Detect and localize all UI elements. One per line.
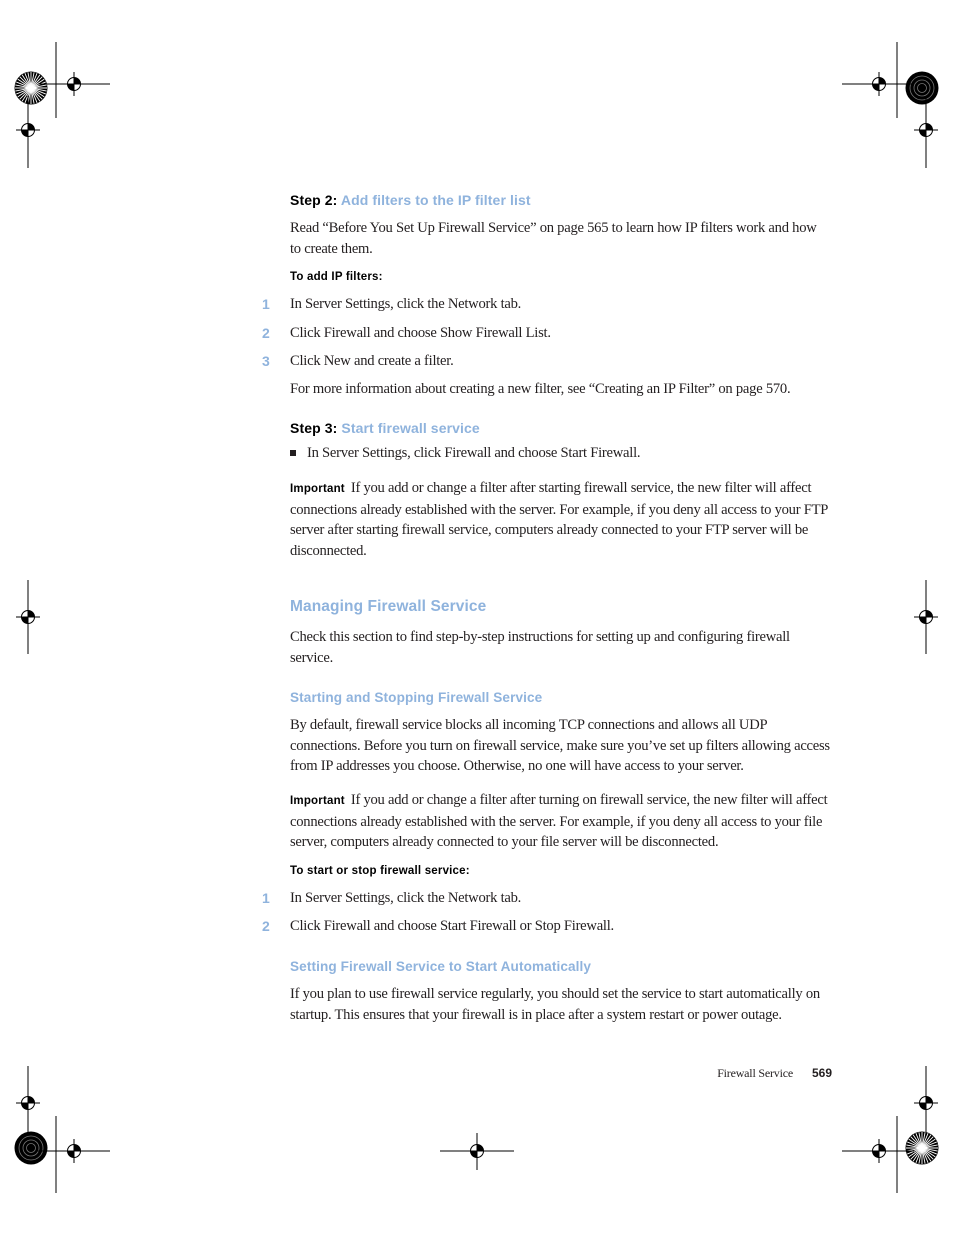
- step-text: In Server Settings, click the Network tab.: [290, 296, 522, 312]
- bullet-item: [290, 443, 830, 464]
- section-intro: Check this section to find step-by-step instructions for setting up and configuring firewall service.: [290, 629, 790, 666]
- step-3-title: Start firewall service: [341, 420, 480, 436]
- page-footer: [600, 1064, 832, 1082]
- more-info-text: For more information about creating a new filter, see “Creating an IP Filter” on page 570.: [290, 381, 791, 397]
- step-number: 1: [262, 890, 270, 906]
- step-2-label: Step 2:: [290, 192, 338, 208]
- step-2-title: Add filters to the IP filter list: [340, 192, 531, 208]
- subsection-heading: Starting and Stopping Firewall Service: [290, 690, 543, 705]
- important-note: [290, 478, 830, 561]
- step-2-heading: [290, 192, 531, 208]
- important-text: If you add or change a filter after turning on firewall service, the new filter will affect connections already established with the server. For example, if you deny all access to your file server, computers already connected to your file server will be disconnected.: [290, 792, 828, 850]
- step-3-label: Step 3:: [290, 420, 338, 436]
- page-number: 569: [811, 1066, 832, 1080]
- step-text: In Server Settings, click the Network tab.: [290, 890, 522, 906]
- subsection-body: By default, firewall service blocks all incoming TCP connections and allows all UDP connections. Before you turn on firewall service, make sure you’ve set up filters allowing access from IP addresses you choose. Otherwise, no one will have access to your server.: [290, 717, 830, 774]
- bullet-square-icon: [290, 450, 296, 456]
- step-number: 2: [262, 325, 270, 341]
- step-text: Click New and create a filter.: [290, 353, 454, 369]
- bullet-text: In Server Settings, click Firewall and choose Start Firewall.: [307, 445, 641, 461]
- important-label: Important: [290, 795, 345, 807]
- step-2-intro: Read “Before You Set Up Firewall Service” on page 565 to learn how IP filters work and how to create them.: [290, 220, 817, 257]
- important-label: Important: [290, 483, 345, 495]
- step-number: 2: [262, 918, 270, 934]
- step-text: Click Firewall and choose Show Firewall List.: [290, 325, 551, 341]
- step-number: 1: [262, 296, 270, 312]
- step-3-heading: [290, 420, 480, 436]
- start-stop-procedure-heading: To start or stop firewall service:: [290, 865, 470, 877]
- step-text: Click Firewall and choose Start Firewall or Stop Firewall.: [290, 918, 614, 934]
- subsection-body: If you plan to use firewall service regularly, you should set the service to start automatically on startup. This ensures that your firewall is in place after a system restart or power outage.: [290, 986, 820, 1023]
- add-filters-procedure-heading: To add IP filters:: [290, 271, 383, 283]
- important-text: If you add or change a filter after starting firewall service, the new filter will affect connections already established with the server. For example, if you deny all access to your FTP server after starting firewall service, computers already connected to your FTP server will be disconnected.: [290, 480, 828, 559]
- footer-section-name: Firewall Service: [717, 1066, 793, 1080]
- step-number: 3: [262, 353, 270, 369]
- subsection-heading: Setting Firewall Service to Start Automatically: [290, 959, 592, 974]
- important-note: [290, 790, 830, 853]
- section-heading: Managing Firewall Service: [290, 598, 487, 615]
